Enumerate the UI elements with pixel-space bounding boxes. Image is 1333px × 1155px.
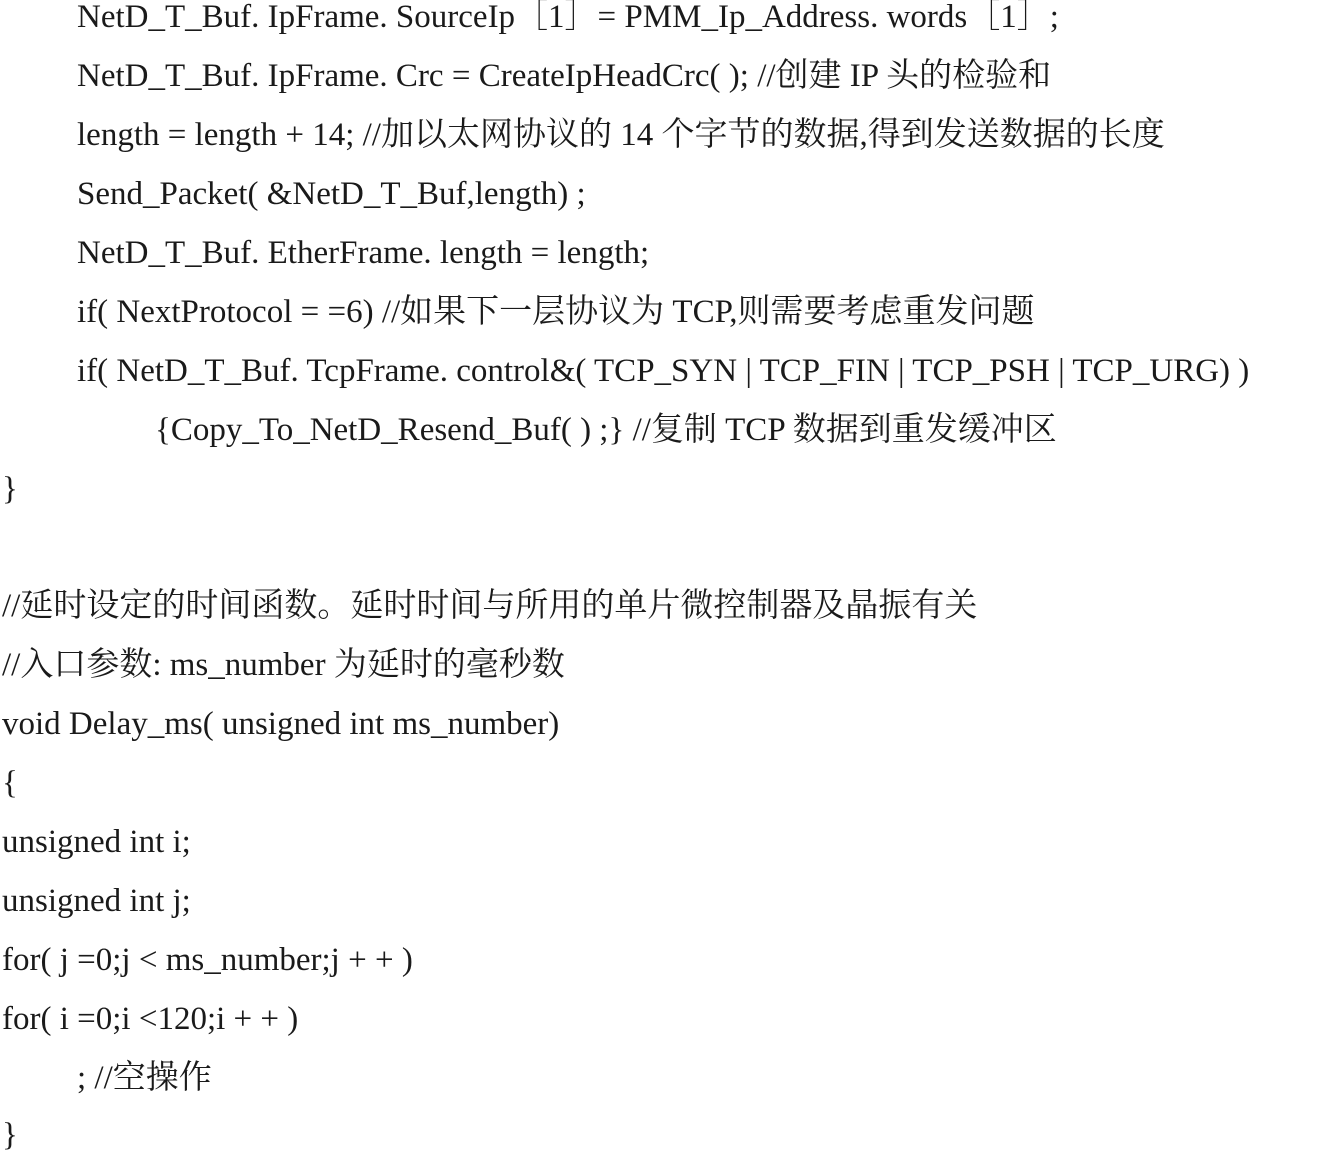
code-line-source-ip: NetD_T_Buf. IpFrame. SourceIp［1］= PMM_Ip_Address. words［1］; xyxy=(77,0,1059,35)
code-line-ether-length: NetD_T_Buf. EtherFrame. length = length; xyxy=(77,235,650,271)
code-line-function-close-brace: } xyxy=(2,1117,18,1153)
code-line-if-tcp-control: if( NetD_T_Buf. TcpFrame. control&( TCP_SYN | TCP_FIN | TCP_PSH | TCP_URG) ) xyxy=(77,353,1250,389)
code-line-for-j: for( j =0;j < ms_number;j + + ) xyxy=(2,942,413,978)
code-line-crc: NetD_T_Buf. IpFrame. Crc = CreateIpHeadCrc( ); //创建 IP 头的检验和 xyxy=(77,58,1052,94)
comment-line-entry-params: //入口参数: ms_number 为延时的毫秒数 xyxy=(2,647,565,683)
comment-line-delay-description: //延时设定的时间函数。延时时间与所用的单片微控制器及晶振有关 xyxy=(2,588,978,624)
code-line-declare-j: unsigned int j; xyxy=(2,883,191,919)
code-line-close-brace: } xyxy=(2,471,18,507)
code-line-copy-resend: {Copy_To_NetD_Resend_Buf( ) ;} //复制 TCP 数据到重发缓冲区 xyxy=(155,412,1057,448)
code-line-declare-i: unsigned int i; xyxy=(2,824,191,860)
code-line-for-i: for( i =0;i <120;i + + ) xyxy=(2,1001,299,1037)
code-line-empty-op: ; //空操作 xyxy=(77,1060,212,1096)
code-line-length: length = length + 14; //加以太网协议的 14 个字节的数据,得到发送数据的长度 xyxy=(77,117,1165,153)
code-line-function-signature: void Delay_ms( unsigned int ms_number) xyxy=(2,706,560,742)
code-line-if-next-protocol: if( NextProtocol = =6) //如果下一层协议为 TCP,则需要考虑重发问题 xyxy=(77,294,1035,330)
code-line-send-packet: Send_Packet( &NetD_T_Buf,length) ; xyxy=(77,176,586,212)
code-line-open-brace: { xyxy=(2,765,18,801)
